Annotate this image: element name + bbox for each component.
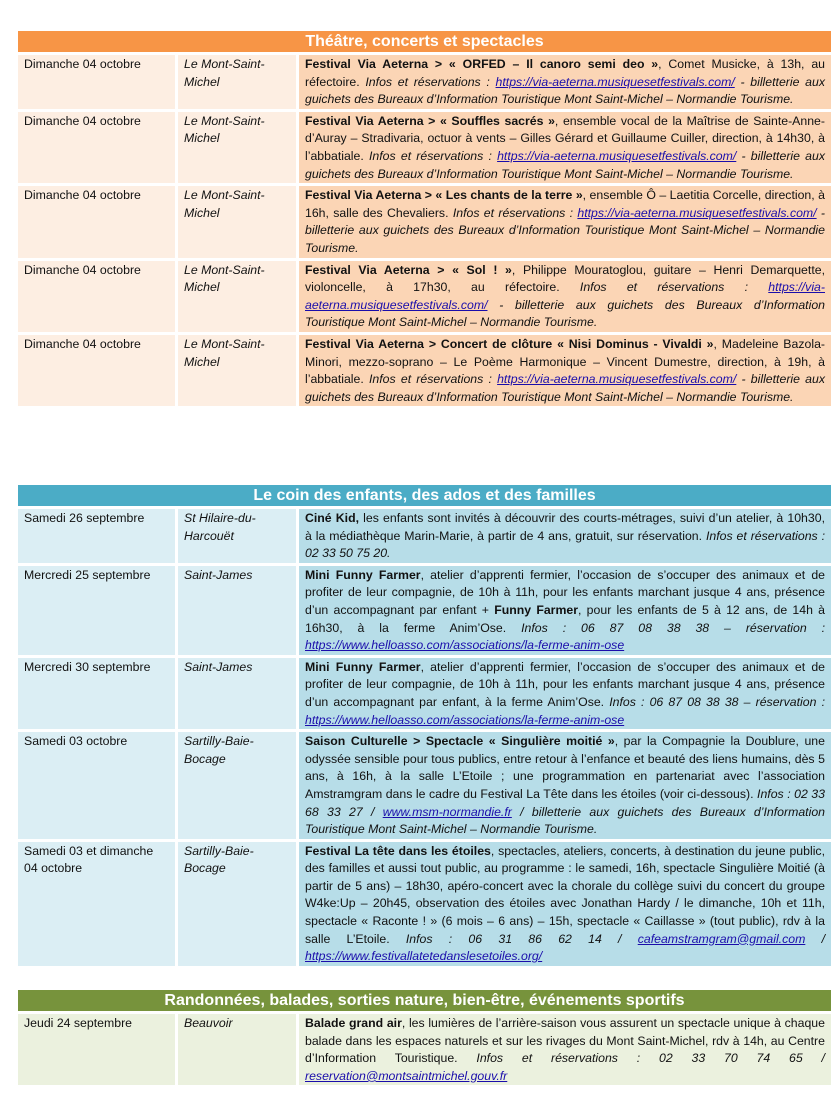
event-details: , atelier d’apprenti fermier, l’occasion de s’occuper des animaux et de profiter de leur compagnie, de 10h à 11h, pour les enfants marchant jusque 4 ans, présence d’un accompagnant par enfant, à la ferme Anim’Ose.: [305, 659, 825, 709]
event-details-secondary: , pour les enfants de 5 à 12 ans, de 14h à 16h30, à la ferme Anim’Ose.: [305, 602, 825, 635]
event-title: Saison Culturelle > Spectacle « Singulière moitié »: [305, 734, 615, 749]
event-date: Mercredi 30 septembre: [18, 658, 175, 729]
event-place: Saint-James: [178, 658, 296, 729]
event-description: [299, 566, 831, 655]
link-separator: /: [805, 931, 825, 946]
event-link[interactable]: https://www.helloasso.com/associations/la-ferme-anim-ose: [305, 638, 625, 653]
event-info-label: Infos et réservations :: [365, 74, 496, 89]
event-link[interactable]: reservation@montsaintmichel.gouv.fr: [305, 1068, 508, 1083]
event-title: Festival Via Aeterna > Concert de clôture « Nisi Dominus - Vivaldi »: [305, 336, 714, 351]
event-date: Samedi 03 et dimanche 04 octobre: [18, 842, 175, 966]
event-title: Balade grand air: [305, 1016, 402, 1030]
event-link[interactable]: cafeamstramgram@gmail.com: [637, 931, 806, 946]
event-link[interactable]: https://via-aeterna.musiquesetfestivals.com/: [495, 74, 735, 89]
event-description: [299, 658, 831, 729]
event-info-label: Infos et réservations : 02 33 70 74 65 /: [476, 1051, 825, 1066]
section-title: Théâtre, concerts et spectacles: [18, 31, 831, 52]
event-row: [18, 335, 831, 406]
event-info-label: Infos : 06 87 08 38 38 – réservation :: [609, 694, 825, 709]
event-info-label: Infos et réservations : 02 33 50 75 20.: [305, 528, 826, 561]
event-row: [18, 842, 831, 966]
event-ticketing: - billetterie aux guichets des Bureaux d’Information Touristique Mont Saint-Michel – Normandie Tourisme.: [305, 372, 825, 404]
event-description: [299, 335, 831, 406]
event-date: Jeudi 24 septembre: [18, 1014, 175, 1085]
event-title: Mini Funny Farmer: [305, 659, 421, 674]
event-description: [299, 842, 831, 966]
event-place: Saint-James: [178, 566, 296, 655]
event-details: , par la Compagnie la Doublure, une odyssée sensible pour tous publics, entre retour à l’enfance et beauté des liens humains, dès 5 ans, à 16h, à la salle L’Etoile ; une programmation en partenariat avec l’association Amstramgram dans le cadre du Festival La Tête dans les étoiles (voir ci-dessous).: [305, 734, 825, 801]
event-ticketing: - billetterie aux guichets des Bureaux d’Information Touristique Mont Saint-Michel – Normandie Tourisme.: [305, 297, 825, 330]
event-row: [18, 55, 831, 109]
event-date: Samedi 03 octobre: [18, 732, 175, 839]
event-description: [299, 112, 831, 183]
event-details: , les lumières de l’arrière-saison vous assurent un spectacle unique à chaque balade dans les espaces naturels et sur les rivages du Mont Saint-Michel, rdv à 14h, au Centre d’Information Touristique.: [305, 1016, 825, 1066]
event-row: [18, 658, 831, 729]
event-place: St Hilaire-du-Harcouët: [178, 509, 296, 563]
event-title: Ciné Kid,: [305, 511, 360, 525]
event-link[interactable]: https://via-aeterna.musiquesetfestivals.com/: [305, 280, 825, 312]
event-title: Festival Via Aeterna > « Souffles sacrés »: [305, 113, 555, 128]
event-description: [299, 509, 831, 563]
event-title: Mini Funny Farmer: [305, 567, 421, 582]
event-description: [299, 55, 831, 109]
event-title: Festival La tête dans les étoiles: [305, 843, 491, 858]
section-title: Le coin des enfants, des ados et des familles: [18, 485, 831, 506]
section-randonnees: [18, 990, 831, 1085]
event-date: Dimanche 04 octobre: [18, 55, 175, 109]
event-row: [18, 509, 831, 563]
event-link[interactable]: https://via-aeterna.musiquesetfestivals.com/: [497, 372, 737, 387]
event-place: Beauvoir: [178, 1014, 296, 1085]
event-place: Le Mont-Saint-Michel: [178, 112, 296, 183]
event-title: Festival Via Aeterna > « ORFED – Il canoro semi deo »: [305, 57, 659, 71]
event-link[interactable]: https://via-aeterna.musiquesetfestivals.com/: [497, 148, 737, 163]
event-details: , Comet Musicke, à 13h, au réfectoire.: [305, 57, 825, 89]
event-place: Sartilly-Baie-Bocage: [178, 732, 296, 839]
event-link[interactable]: www.msm-normandie.fr: [382, 804, 512, 819]
event-details: , spectacles, ateliers, concerts, à destination du jeune public, des familles et aussi tout public, au programme : le samedi, 16h, spectacle Singulière Moitié (à partir de 5 ans) – 18h30, apéro-concert avec la chorale du collège suivi du concert du groupe W4ke:Up – 20h45, observation des étoiles avec Jonathan Hardy / le dimanche, 10h et 11h, spectacle « Raconte ! » (6 mois – 6 ans) – 15h, spectacle « Caillasse » (tout public), rdv à la salle L’Etoile.: [305, 843, 825, 946]
event-row: [18, 186, 831, 257]
event-place: Le Mont-Saint-Michel: [178, 261, 296, 332]
event-description: [299, 732, 831, 839]
event-link-secondary[interactable]: https://www.festivallatetedanslesetoiles.org/: [305, 949, 543, 964]
event-date: Dimanche 04 octobre: [18, 112, 175, 183]
event-details: , Philippe Mouratoglou, guitare – Henri Demarquette, violoncelle, à 17h30, au réfectoire.: [305, 262, 825, 295]
event-row: [18, 732, 831, 839]
event-date: Dimanche 04 octobre: [18, 335, 175, 406]
event-date: Samedi 26 septembre: [18, 509, 175, 563]
event-details: , Madeleine Bazola-Minori, mezzo-soprano – Le Poème Harmonique – Vincent Dumestre, direction, à 19h, à l’abbatiale.: [305, 336, 826, 387]
event-details: , ensemble Ô – Laetitia Corcelle, direction, à 16h, salle des Chevaliers.: [305, 188, 825, 220]
event-row: [18, 1014, 831, 1085]
event-info-label: Infos : 02 33 68 33 27 /: [305, 786, 825, 819]
event-link[interactable]: https://www.helloasso.com/associations/la-ferme-anim-ose: [305, 712, 625, 727]
event-ticketing: - billetterie aux guichets des Bureaux d’Information Touristique Mont Saint-Michel – Normandie Tourisme.: [305, 148, 825, 181]
event-row: [18, 566, 831, 655]
event-description: [299, 261, 831, 332]
event-link[interactable]: https://via-aeterna.musiquesetfestivals.com/: [577, 205, 817, 220]
event-info-label: Infos et réservations :: [579, 280, 769, 295]
event-row: [18, 261, 831, 332]
event-place: Sartilly-Baie-Bocage: [178, 842, 296, 966]
event-info-label: Infos et réservations :: [369, 148, 498, 163]
event-ticketing: - billetterie aux guichets des Bureaux d’Information Touristique Mont Saint-Michel – Normandie Tourisme.: [305, 205, 825, 255]
event-details: , atelier d’apprenti fermier, l’occasion de s’occuper des animaux et de profiter de leur compagnie, de 10h à 11h, pour les enfants marchant jusque 4 ans, présence d’un accompagnant par enfant +: [305, 567, 825, 617]
event-info-label: Infos : 06 31 86 62 14 /: [405, 931, 638, 946]
event-title: Festival Via Aeterna > « Les chants de la terre »: [305, 188, 583, 203]
event-details: , ensemble vocal de la Maîtrise de Sainte-Anne-d’Auray – Stradivaria, octuor à vents – Gilles Gérard et Guillaume Cuiller, direction, à 14h30, à l’abbatiale.: [305, 113, 825, 163]
event-ticketing: / billetterie aux guichets des Bureaux d’Information Touristique Mont Saint-Michel – Normandie Tourisme.: [305, 804, 825, 837]
event-info-label: Infos et réservations :: [369, 372, 498, 387]
event-info-label: Infos : 06 87 08 38 38 – réservation :: [521, 620, 825, 635]
event-date: Dimanche 04 octobre: [18, 261, 175, 332]
event-place: Le Mont-Saint-Michel: [178, 186, 296, 257]
event-title-secondary: Funny Farmer: [494, 602, 579, 617]
event-description: [299, 1014, 831, 1085]
event-ticketing: - billetterie aux guichets des Bureaux d’Information Touristique Mont Saint-Michel – Normandie Tourisme.: [305, 74, 825, 107]
section-enfants: [18, 485, 831, 966]
section-title: Randonnées, balades, sorties nature, bien-être, événements sportifs: [18, 990, 831, 1011]
event-title: Festival Via Aeterna > « Sol ! »: [305, 262, 512, 277]
event-date: Dimanche 04 octobre: [18, 186, 175, 257]
event-description: [299, 186, 831, 257]
event-place: Le Mont-Saint-Michel: [178, 335, 296, 406]
event-info-label: Infos et réservations :: [452, 205, 578, 220]
section-theatre: [18, 31, 831, 406]
event-details: les enfants sont invités à découvrir des courts-métrages, suivi d’un atelier, à 10h30, à la médiathèque Marin-Marie, à partir de 4 ans, gratuit, sur réservation.: [305, 511, 825, 543]
event-row: [18, 112, 831, 183]
event-date: Mercredi 25 septembre: [18, 566, 175, 655]
event-place: Le Mont-Saint-Michel: [178, 55, 296, 109]
